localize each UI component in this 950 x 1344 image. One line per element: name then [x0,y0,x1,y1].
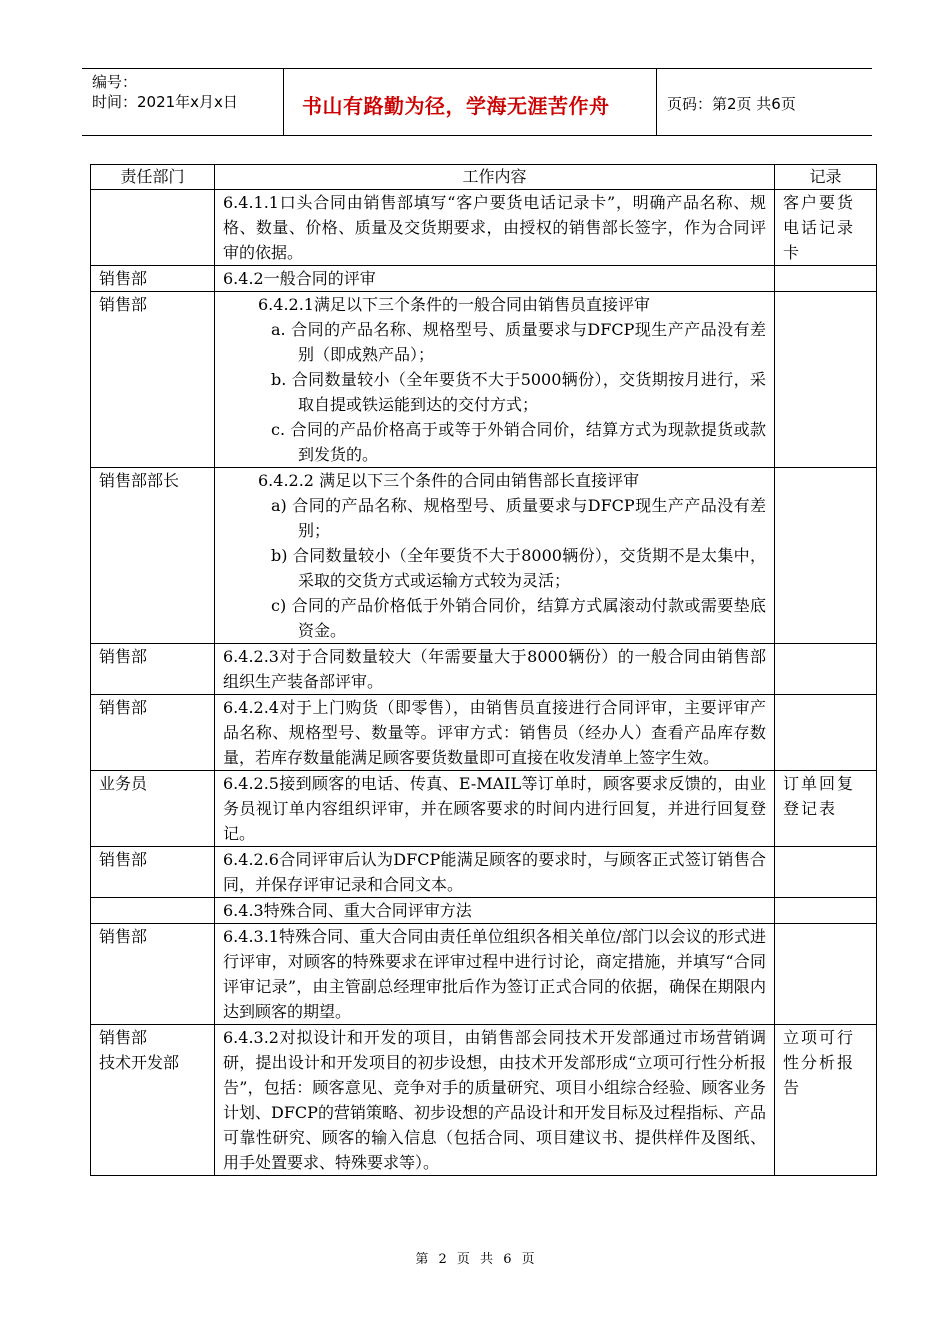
table-row [91,292,877,468]
record-cell [775,695,877,771]
table-row [91,695,877,771]
dept-cell: 销售部 [91,266,215,292]
clause-intro: 6.4.2.2 满足以下三个条件的合同由销售部长直接评审 [258,471,640,490]
header-motto: 书山有路勤为径，学海无涯苦作舟 [302,94,610,118]
doc-time-label: 时间：2021年x月x日 [92,93,238,111]
clause-item: b) 合同数量较小（全年要货不大于8000辆份），交货期不是太集中，采取的交货方式或运输方式较为灵活； [271,546,766,590]
dept-cell: 销售部 [91,644,215,695]
content-cell: 6.4.2一般合同的评审 [215,266,775,292]
table-row [91,644,877,695]
page-footer: 第 2 页 共 6 页 [415,1252,535,1267]
header-bottom-rule [82,135,872,136]
table-header-row [91,165,877,190]
record-cell [775,924,877,1025]
clause-intro: 6.4.2.1满足以下三个条件的一般合同由销售员直接评审 [258,295,650,314]
record-cell [775,644,877,695]
dept-cell [91,190,215,266]
content-cell: 6.4.2.5接到顾客的电话、传真、E-MAIL等订单时，顾客要求反馈的，由业务员视订单内容组织评审，并在顾客要求的时间内进行回复，并进行回复登记。 [215,771,775,847]
dept-cell: 销售部 [91,924,215,1025]
record-cell [775,847,877,898]
dept-cell: 销售部 [91,847,215,898]
clause-item: a. 合同的产品名称、规格型号、质量要求与DFCP现生产产品没有差别（即成熟产品）； [271,320,766,364]
record-cell: 订单回复登记表 [775,771,877,847]
record-cell [775,266,877,292]
dept-cell: 销售部 [91,695,215,771]
dept-line: 销售部 [99,1028,148,1047]
record-cell [775,292,877,468]
review-table [90,164,877,1176]
content-cell: 6.4.3.1特殊合同、重大合同由责任单位组织各相关单位/部门以会议的形式进行评审，对顾客的特殊要求在评审过程中进行讨论，商定措施，并填写“合同评审记录”，由主管副总经理审批后作为签订正式合同的依据，确保在期限内达到顾客的期望。 [215,924,775,1025]
dept-cell [91,1025,215,1176]
header-content: 工作内容 [215,165,775,190]
content-cell [215,468,775,644]
clause-item: a) 合同的产品名称、规格型号、质量要求与DFCP现生产产品没有差别； [271,496,766,540]
content-cell [215,292,775,468]
record-cell: 客户要货电话记录卡 [775,190,877,266]
clause-item: b. 合同数量较小（全年要货不大于5000辆份），交货期按月进行，采取自提或铁运能到达的交付方式； [271,370,766,414]
header-top-rule [82,68,872,69]
table-row [91,1025,877,1176]
content-cell: 6.4.2.4对于上门购货（即零售），由销售员直接进行合同评审，主要评审产品名称、规格型号、数量等。评审方式：销售员（经办人）查看产品库存数量，若库存数量能满足顾客要货数量即可直接在收发清单上签字生效。 [215,695,775,771]
header-page-info: 页码：第2页 共6页 [667,95,796,113]
record-cell [775,898,877,924]
doc-code-label: 编号： [92,73,138,91]
table-row [91,468,877,644]
content-cell: 6.4.2.6合同评审后认为DFCP能满足顾客的要求时，与顾客正式签订销售合同，并保存评审记录和合同文本。 [215,847,775,898]
dept-cell: 销售部部长 [91,468,215,644]
table-row [91,771,877,847]
header-left-block [92,72,238,112]
header-divider-right [656,68,657,135]
header-divider-left [283,68,284,135]
content-cell: 6.4.3.2对拟设计和开发的项目，由销售部会同技术开发部通过市场营销调研，提出设计和开发项目的初步设想，由技术开发部形成“立项可行性分析报告”，包括：顾客意见、竞争对手的质量研究、项目小组综合经验、顾客业务计划、DFCP的营销策略、初步设想的产品设计和开发目标及过程指标、产品可靠性研究、顾客的输入信息（包括合同、项目建议书、提供样件及图纸、用手处置要求、特殊要求等）。 [215,1025,775,1176]
record-cell: 立项可行性分析报告 [775,1025,877,1176]
clause-item: c) 合同的产品价格低于外销合同价，结算方式属滚动付款或需要垫底资金。 [271,596,766,640]
record-cell [775,468,877,644]
dept-cell: 业务员 [91,771,215,847]
header-record: 记录 [775,165,877,190]
header-dept: 责任部门 [91,165,215,190]
content-cell: 6.4.1.1口头合同由销售部填写“客户要货电话记录卡”，明确产品名称、规格、数量、价格、质量及交货期要求，由授权的销售部长签字，作为合同评审的依据。 [215,190,775,266]
table-row [91,847,877,898]
table-row [91,898,877,924]
table-row [91,924,877,1025]
content-cell: 6.4.3特殊合同、重大合同评审方法 [215,898,775,924]
table-row [91,266,877,292]
dept-cell [91,898,215,924]
content-cell: 6.4.2.3对于合同数量较大（年需要量大于8000辆份）的一般合同由销售部组织生产装备部评审。 [215,644,775,695]
dept-cell: 销售部 [91,292,215,468]
dept-line: 技术开发部 [99,1053,180,1072]
table-row [91,190,877,266]
clause-item: c. 合同的产品价格高于或等于外销合同价，结算方式为现款提货或款到发货的。 [271,420,766,464]
